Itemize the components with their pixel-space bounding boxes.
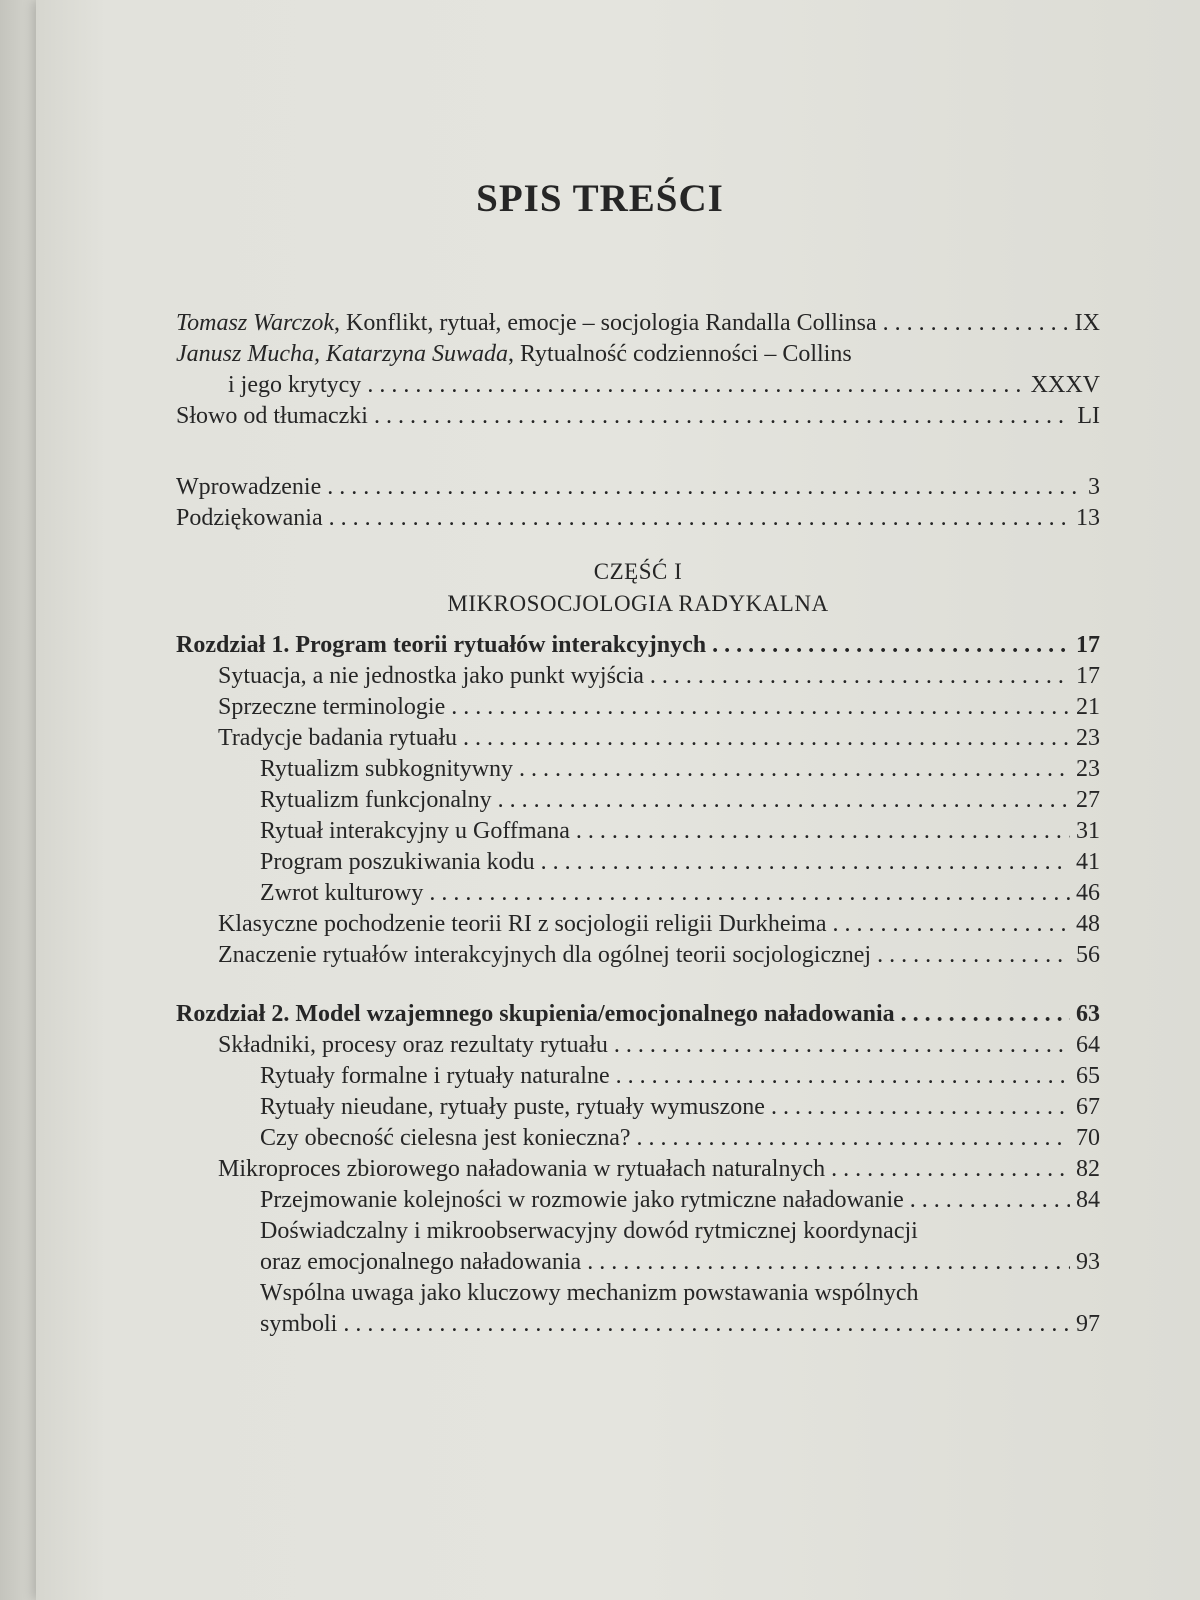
page-number: IX	[1074, 310, 1100, 336]
toc-subentry	[176, 692, 1100, 723]
toc-entry-title-cont: i jego krytycy	[228, 372, 362, 398]
page-number: 82	[1076, 1156, 1100, 1182]
subentry-title: Program poszukiwania kodu	[260, 849, 535, 875]
leader-dots	[367, 370, 1024, 401]
toc-subsubentry	[176, 878, 1100, 909]
toc-subsubentry	[176, 785, 1100, 816]
toc-subsubentry	[176, 1123, 1100, 1154]
page-number: 84	[1076, 1187, 1100, 1213]
subentry-title: Mikroproces zbiorowego naładowania w rytuałach naturalnych	[218, 1156, 826, 1182]
subentry-title: Rytualizm funkcjonalny	[260, 787, 492, 813]
toc-subentry	[176, 909, 1100, 940]
page-number: 56	[1076, 942, 1100, 968]
leader-dots	[329, 503, 1070, 534]
page-number: 17	[1076, 663, 1100, 689]
subentry-title: Rytuały formalne i rytuały naturalne	[260, 1063, 610, 1089]
toc-entry-title: , Rytualność codzienności – Collins	[508, 341, 852, 367]
page-number: 46	[1076, 880, 1100, 906]
subentry-title: Przejmowanie kolejności w rozmowie jako rytmiczne naładowanie	[260, 1187, 904, 1213]
toc-subentry	[176, 723, 1100, 754]
leader-dots	[616, 1061, 1070, 1092]
chapter-heading-1	[176, 630, 1100, 661]
subentry-title: Zwrot kulturowy	[260, 880, 424, 906]
subentry-title: Sprzeczne terminologie	[218, 694, 446, 720]
toc-entry-title: Wprowadzenie	[176, 474, 322, 500]
leader-dots	[901, 999, 1070, 1030]
toc-entry-warczok	[176, 308, 1100, 339]
book-gutter	[0, 0, 36, 1600]
subentry-title: Rytuał interakcyjny u Goffmana	[260, 818, 570, 844]
leader-dots	[831, 1154, 1070, 1185]
subentry-title: Czy obecność cielesna jest konieczna?	[260, 1125, 631, 1151]
part-number: CZĘŚĆ I	[593, 559, 683, 584]
chapter-heading-2	[176, 999, 1100, 1030]
toc-subentry	[176, 940, 1100, 971]
page-number: 67	[1076, 1094, 1100, 1120]
page-number: 13	[1076, 505, 1100, 531]
part-heading	[176, 556, 1100, 620]
subentry-title: Rytualizm subkognitywny	[260, 756, 514, 782]
toc-subsubentry	[176, 1092, 1100, 1123]
toc-entry-slowo	[176, 401, 1100, 432]
page-number: 23	[1076, 725, 1100, 751]
toc-subsubentry-line2	[176, 1309, 1100, 1340]
toc-entry-author: Tomasz Warczok	[176, 310, 335, 336]
leader-dots	[637, 1123, 1071, 1154]
page-number: 31	[1076, 818, 1100, 844]
leader-dots	[877, 940, 1070, 971]
page-number: LI	[1077, 403, 1100, 429]
page-number: 3	[1088, 474, 1100, 500]
leader-dots	[883, 308, 1069, 339]
page-number: XXXV	[1030, 372, 1100, 398]
leader-dots	[374, 401, 1071, 432]
subentry-title-cont: symboli	[260, 1311, 338, 1337]
table-of-contents	[176, 308, 1100, 1340]
leader-dots	[910, 1185, 1070, 1216]
toc-subsubentry	[176, 816, 1100, 847]
subentry-title: Sytuacja, a nie jednostka jako punkt wyjścia	[218, 663, 644, 689]
toc-subsubentry-line2	[176, 1247, 1100, 1278]
chapter-title: Rozdział 2. Model wzajemnego skupienia/emocjonalnego naładowania	[176, 1001, 895, 1027]
chapter-title: Rozdział 1. Program teorii rytuałów interakcyjnych	[176, 632, 707, 658]
leader-dots	[327, 472, 1082, 503]
part-title: MIKROSOCJOLOGIA RADYKALNA	[447, 591, 829, 616]
page-number: 70	[1076, 1125, 1100, 1151]
subentry-title: Znaczenie rytuałów interakcyjnych dla ogólnej teorii socjologicznej	[218, 942, 872, 968]
toc-subentry	[176, 661, 1100, 692]
page-number: 97	[1076, 1311, 1100, 1337]
toc-subsubentry	[176, 847, 1100, 878]
leader-dots	[541, 847, 1070, 878]
toc-subsubentry	[176, 1061, 1100, 1092]
leader-dots	[519, 754, 1070, 785]
page-number: 93	[1076, 1249, 1100, 1275]
toc-entry-author: Janusz Mucha, Katarzyna Suwada	[176, 341, 508, 367]
toc-entry-title: , Konflikt, rytuał, emocje – socjologia Randalla Collinsa	[334, 310, 877, 336]
leader-dots	[614, 1030, 1070, 1061]
page-number: 63	[1076, 1001, 1100, 1027]
toc-entry-mucha-line1	[176, 339, 1100, 370]
subentry-title: Tradycje badania rytuału	[218, 725, 458, 751]
page-title: SPIS TREŚCI	[476, 177, 724, 220]
subentry-title: Klasyczne pochodzenie teorii RI z socjologii religii Durkheima	[218, 911, 827, 937]
subentry-title: Rytuały nieudane, rytuały puste, rytuały wymuszone	[260, 1094, 765, 1120]
subentry-title: Wspólna uwaga jako kluczowy mechanizm powstawania wspólnych	[260, 1280, 919, 1306]
leader-dots	[650, 661, 1070, 692]
toc-subsubentry-line1	[176, 1216, 1100, 1247]
toc-subentry	[176, 1154, 1100, 1185]
toc-subsubentry	[176, 1185, 1100, 1216]
subentry-title: Doświadczalny i mikroobserwacyjny dowód rytmicznej koordynacji	[260, 1218, 918, 1244]
leader-dots	[771, 1092, 1070, 1123]
leader-dots	[343, 1309, 1070, 1340]
leader-dots	[498, 785, 1070, 816]
page-number: 64	[1076, 1032, 1100, 1058]
toc-entry-title: Słowo od tłumaczki	[176, 403, 368, 429]
toc-subentry	[176, 1030, 1100, 1061]
leader-dots	[712, 630, 1070, 661]
page-number: 17	[1076, 632, 1100, 658]
page-number: 23	[1076, 756, 1100, 782]
toc-entry-title: Podziękowania	[176, 505, 323, 531]
page-number: 21	[1076, 694, 1100, 720]
leader-dots	[576, 816, 1070, 847]
page-number: 65	[1076, 1063, 1100, 1089]
leader-dots	[429, 878, 1070, 909]
toc-entry-mucha-line2	[176, 370, 1100, 401]
leader-dots	[463, 723, 1070, 754]
subentry-title-cont: oraz emocjonalnego naładowania	[260, 1249, 582, 1275]
page-number: 27	[1076, 787, 1100, 813]
leader-dots	[832, 909, 1070, 940]
subentry-title: Składniki, procesy oraz rezultaty rytuału	[218, 1032, 608, 1058]
leader-dots	[587, 1247, 1070, 1278]
page-number: 41	[1076, 849, 1100, 875]
page-number: 48	[1076, 911, 1100, 937]
toc-subsubentry	[176, 754, 1100, 785]
leader-dots	[451, 692, 1070, 723]
toc-entry-wprowadzenie	[176, 472, 1100, 503]
toc-entry-podziekowania	[176, 503, 1100, 534]
toc-subsubentry-line1	[176, 1278, 1100, 1309]
